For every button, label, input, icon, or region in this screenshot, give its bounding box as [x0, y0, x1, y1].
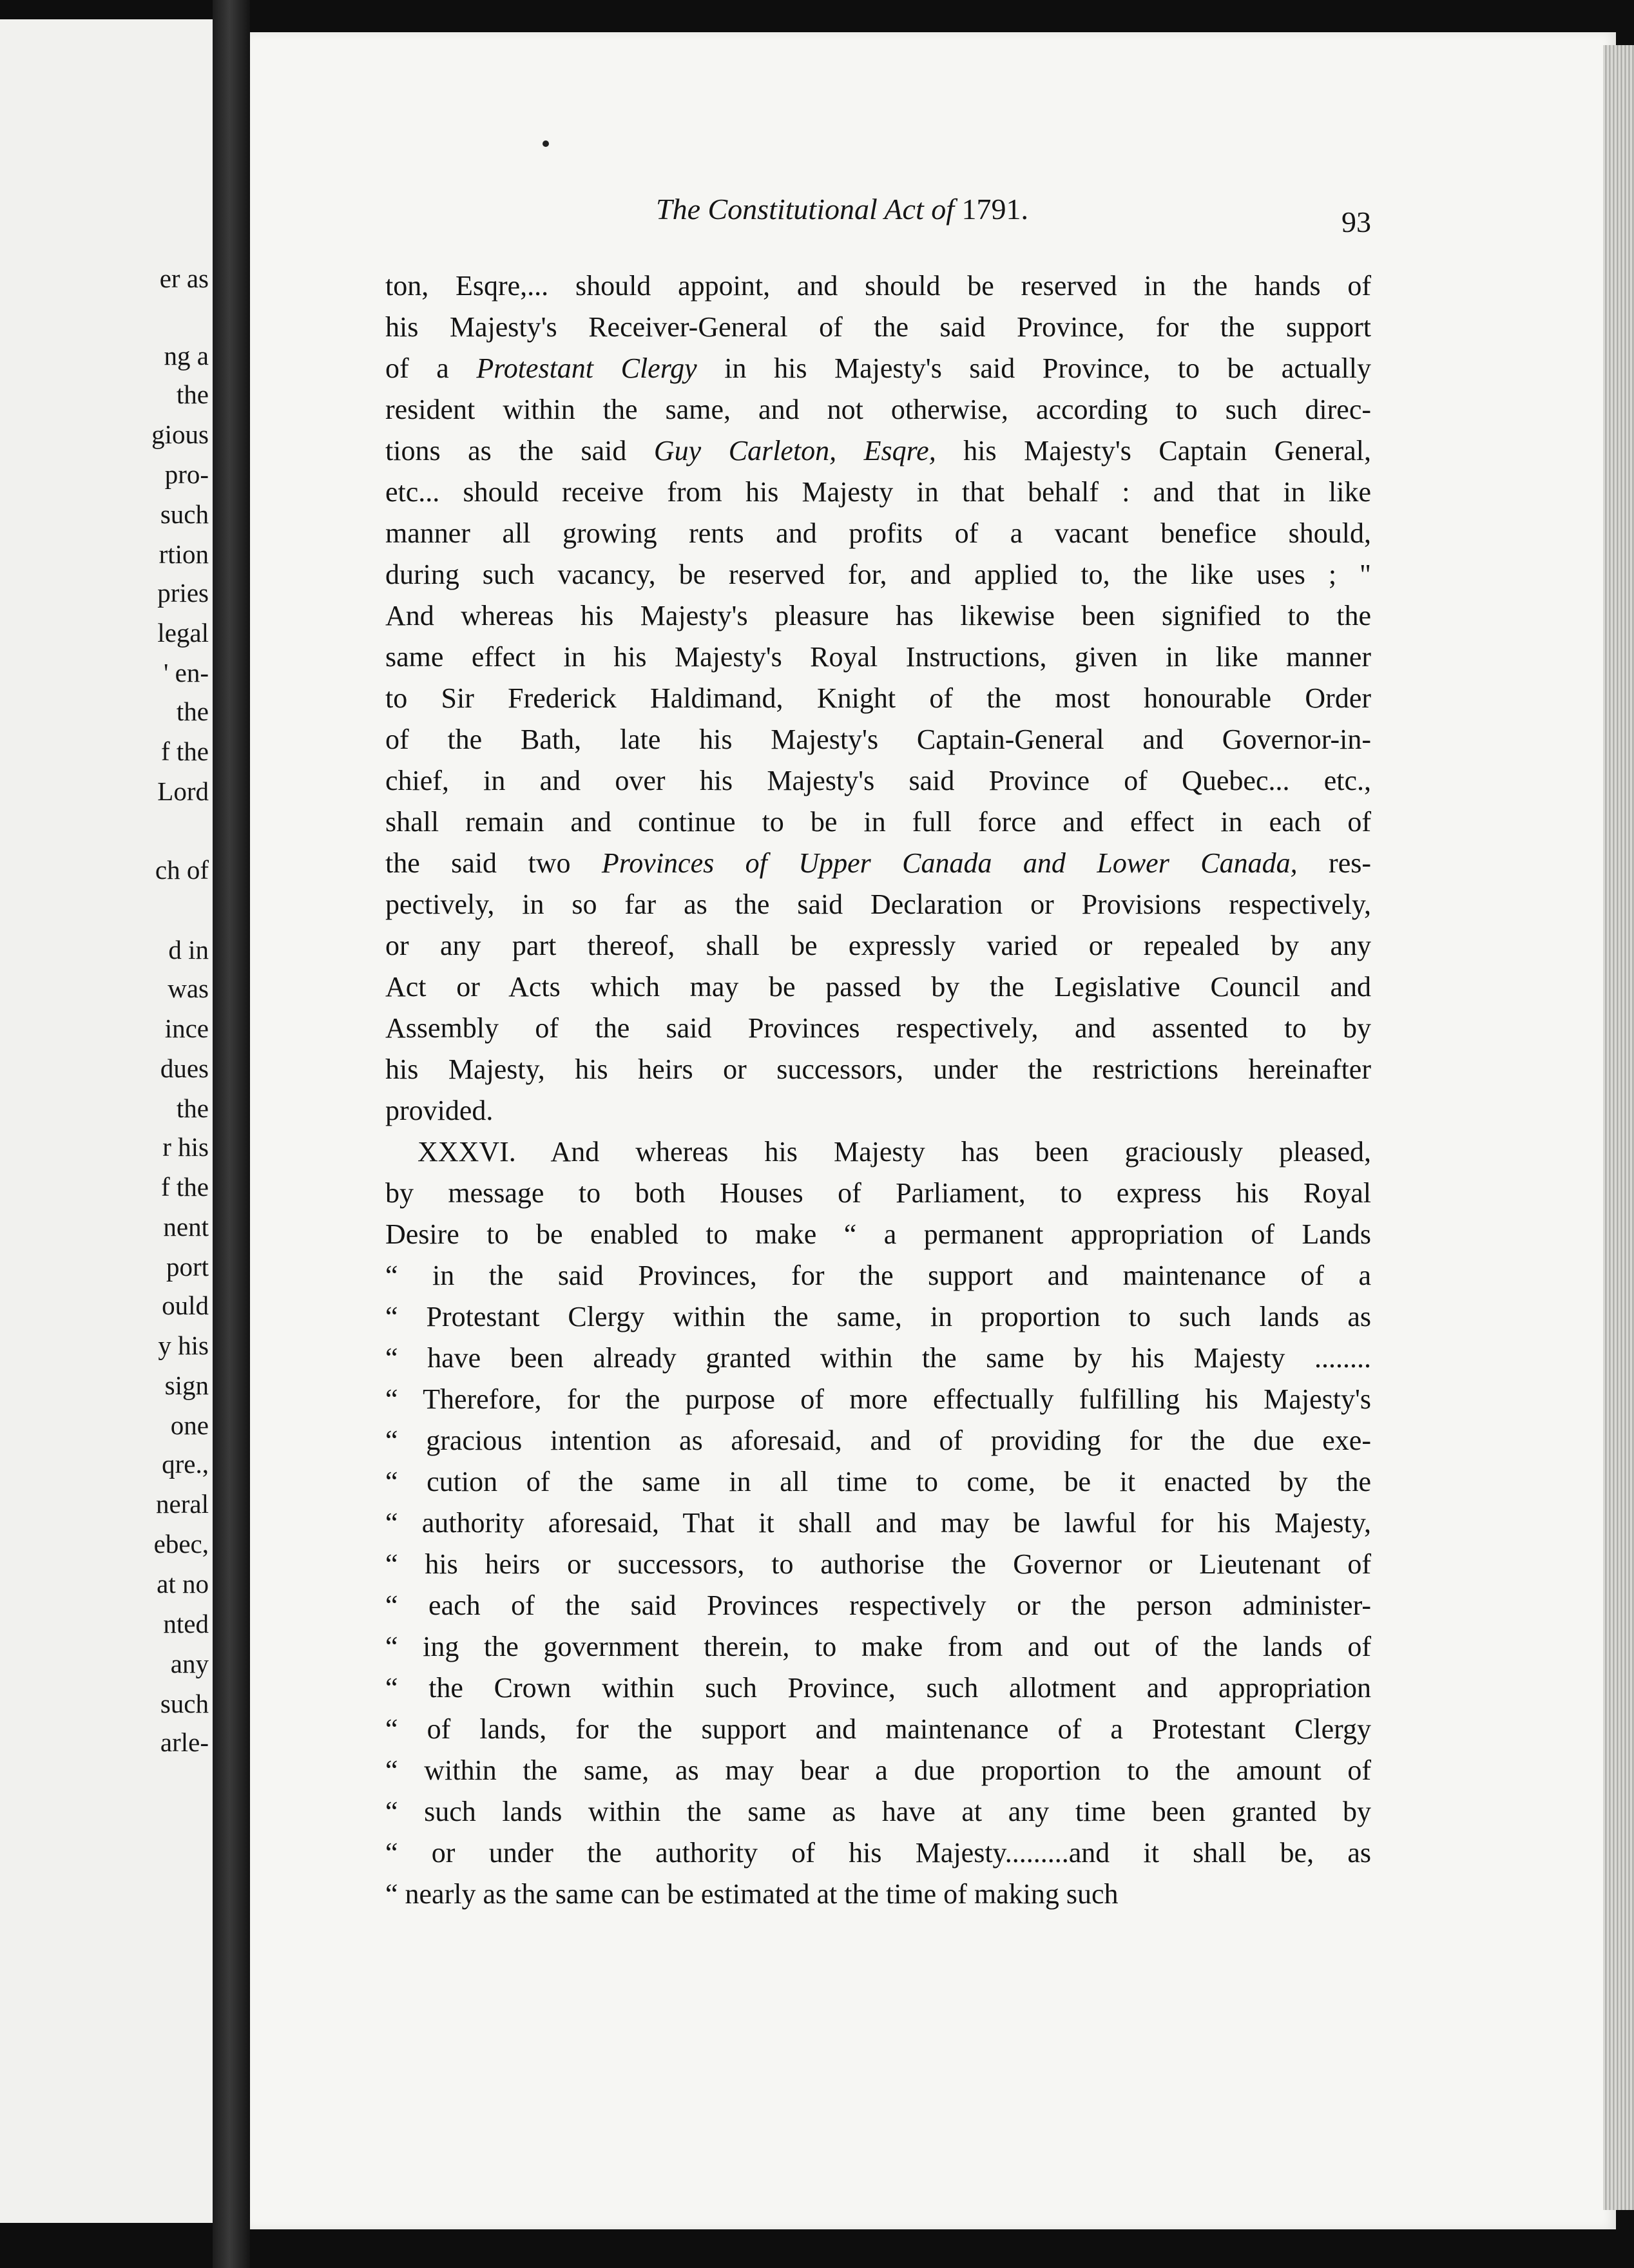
line-text: the said two — [385, 847, 602, 879]
text-line — [385, 472, 1371, 513]
line-text: “ Therefore, for the purpose of more effectually fulfilling his Majesty's — [385, 1383, 1371, 1415]
line-text: “ have been already granted within the same by his Majesty ........ — [385, 1342, 1371, 1374]
line-text: “ of lands, for the support and maintenance of a Protestant Clergy — [385, 1713, 1371, 1745]
left-page-fragment: the — [176, 1093, 209, 1123]
line-text: by message to both Houses of Parliament, to express his Royal — [385, 1177, 1371, 1209]
line-text: “ within the same, as may bear a due proportion to the amount of — [385, 1754, 1371, 1786]
text-line — [385, 678, 1371, 719]
line-text: etc... should receive from his Majesty in that behalf : and that in like — [385, 476, 1371, 508]
left-page-fragment: arle- — [160, 1727, 209, 1757]
left-page-fragment: pries — [157, 578, 209, 608]
line-text: same effect in his Majesty's Royal Instructions, given in like manner — [385, 641, 1371, 673]
line-text: ton, Esqre,... should appoint, and should be reserved in the hands of — [385, 270, 1371, 302]
text-line — [385, 1874, 1371, 1915]
text-line — [385, 1049, 1371, 1090]
line-text: shall remain and continue to be in full force and effect in each of — [385, 806, 1371, 838]
text-line — [385, 1461, 1371, 1503]
line-text: provided. — [385, 1095, 494, 1126]
line-text: And whereas his Majesty's pleasure has likewise been signified to the — [385, 600, 1371, 631]
text-line — [385, 1544, 1371, 1585]
line-text: of the Bath, late his Majesty's Captain-General and Governor-in- — [385, 724, 1371, 755]
text-line — [385, 1338, 1371, 1379]
left-page-fragment: ebec, — [153, 1529, 209, 1559]
left-page-fragment: legal — [157, 618, 209, 648]
text-line — [385, 430, 1371, 472]
line-text: during such vacancy, be reserved for, and applied to, the like uses ; " — [385, 559, 1371, 590]
line-text: Desire to be enabled to make “ a permanent appropriation of Lands — [385, 1218, 1371, 1250]
left-page-fragment: sign — [164, 1370, 209, 1400]
line-text: “ each of the said Provinces respectively or the person administer- — [385, 1590, 1371, 1621]
text-line — [385, 1420, 1371, 1461]
left-page-fragment: rtion — [159, 539, 209, 569]
text-line — [385, 1667, 1371, 1709]
line-text: “ gracious intention as aforesaid, and of providing for the due exe- — [385, 1425, 1371, 1456]
left-page-fragment: ' en- — [164, 658, 209, 687]
left-page-fragment: nent — [163, 1212, 209, 1242]
italic-phrase: Guy Carleton, Esqre, — [653, 435, 936, 466]
running-head — [656, 192, 1028, 226]
text-line — [385, 389, 1371, 430]
text-line — [385, 595, 1371, 637]
left-page-fragment: port — [166, 1252, 209, 1282]
line-text: “ ing the government therein, to make from and out of the lands of — [385, 1631, 1371, 1662]
line-text: his Majesty, his heirs or successors, under the restrictions hereinafter — [385, 1053, 1371, 1085]
left-page-fragment: ng a — [164, 341, 209, 370]
left-page-fragment: nted — [163, 1609, 209, 1639]
line-text: resident within the same, and not otherwise, according to such direc- — [385, 394, 1371, 425]
line-text: his Majesty's Receiver-General of the said Province, for the support — [385, 311, 1371, 343]
left-page-fragment: f the — [161, 1172, 209, 1202]
line-text: or any part thereof, shall be expressly varied or repealed by any — [385, 930, 1371, 961]
text-line — [385, 925, 1371, 966]
italic-phrase: Provinces of Upper Canada and Lower Canada, — [601, 847, 1298, 879]
left-page-fragment: the — [176, 697, 209, 726]
running-head-year: 1791. — [961, 193, 1029, 226]
line-text: tions as the said — [385, 435, 654, 466]
left-page-fragment: y his — [158, 1331, 209, 1360]
line-text: “ Protestant Clergy within the same, in proportion to such lands as — [385, 1301, 1371, 1332]
left-page-fragment: such — [160, 1689, 209, 1718]
line-text: “ or under the authority of his Majesty.........and it shall be, as — [385, 1837, 1371, 1869]
text-line — [385, 1214, 1371, 1255]
left-page-fragment: gious — [151, 419, 209, 449]
line-text: manner all growing rents and profits of a vacant benefice should, — [385, 517, 1371, 549]
line-text: “ his heirs or successors, to authorise the Governor or Lieutenant of — [385, 1548, 1371, 1580]
line-text: Act or Acts which may be passed by the Legislative Council and — [385, 971, 1371, 1003]
text-line — [385, 1296, 1371, 1338]
line-text: “ cution of the same in all time to come, be it enacted by the — [385, 1466, 1371, 1497]
text-line — [385, 884, 1371, 925]
left-page-fragment: ince — [164, 1014, 209, 1043]
left-page-fragment: neral — [156, 1489, 209, 1519]
text-line — [385, 1090, 1371, 1131]
left-page-fragment: the — [176, 380, 209, 409]
left-page-fragment: ould — [162, 1291, 209, 1320]
left-page-fragment: any — [170, 1649, 209, 1678]
line-text: in his Majesty's said Province, to be actually — [697, 352, 1371, 384]
italic-phrase: Protestant Clergy — [476, 352, 697, 384]
line-text: “ such lands within the same as have at any time been granted by — [385, 1796, 1371, 1827]
left-page-fragment: f the — [161, 736, 209, 766]
line-text: his Majesty's Captain General, — [936, 435, 1371, 466]
running-head-title: The Constitutional Act of — [656, 193, 955, 226]
line-text: XXXVI. And whereas his Majesty has been graciously pleased, — [418, 1136, 1371, 1168]
book-gutter — [213, 0, 250, 2268]
line-text: pectively, in so far as the said Declaration or Provisions respectively, — [385, 889, 1371, 920]
line-text: “ in the said Provinces, for the support and maintenance of a — [385, 1260, 1371, 1291]
text-line — [385, 1585, 1371, 1626]
text-line — [385, 719, 1371, 760]
left-page-fragment: Lord — [157, 776, 209, 806]
text-line — [385, 1131, 1371, 1173]
left-page-fragment: was — [168, 974, 209, 1003]
left-page-fragment: such — [160, 499, 209, 529]
ink-speck — [543, 140, 549, 147]
page-number: 93 — [1341, 206, 1371, 238]
left-page-fragment: pro- — [164, 459, 209, 489]
text-line — [385, 1255, 1371, 1296]
left-page-fragment: one — [170, 1410, 209, 1440]
text-line — [385, 307, 1371, 348]
text-line — [385, 265, 1371, 307]
line-text: of a — [385, 352, 477, 384]
line-text: “ the Crown within such Province, such allotment and appropriation — [385, 1672, 1371, 1704]
line-text: chief, in and over his Majesty's said Province of Quebec... etc., — [385, 765, 1371, 796]
left-facing-page — [0, 19, 213, 2223]
text-line — [385, 802, 1371, 843]
line-text: Assembly of the said Provinces respectively, and assented to by — [385, 1012, 1371, 1044]
text-line — [385, 1008, 1371, 1049]
text-line — [385, 760, 1371, 802]
left-page-fragment: er as — [159, 264, 209, 293]
left-page-fragment: qre., — [162, 1449, 209, 1479]
body-text — [385, 265, 1371, 1915]
left-page-fragment: ch of — [155, 855, 209, 885]
text-line — [385, 1626, 1371, 1667]
left-page-fragment: r his — [162, 1132, 209, 1162]
text-line — [385, 1832, 1371, 1874]
left-page-fragment: d in — [168, 935, 209, 965]
text-line — [385, 1750, 1371, 1791]
text-line — [385, 513, 1371, 554]
text-line — [385, 348, 1371, 389]
text-line — [385, 1173, 1371, 1214]
left-page-fragment: dues — [160, 1053, 209, 1083]
line-text: “ nearly as the same can be estimated at the time of making such — [385, 1878, 1119, 1910]
text-line — [385, 1379, 1371, 1420]
left-page-fragment: at no — [157, 1569, 209, 1599]
text-line — [385, 554, 1371, 595]
text-line — [385, 1503, 1371, 1544]
text-line — [385, 1791, 1371, 1832]
text-line — [385, 637, 1371, 678]
line-text: res- — [1297, 847, 1371, 879]
line-text: “ authority aforesaid, That it shall and may be lawful for his Majesty, — [385, 1507, 1371, 1539]
page-edges — [1603, 45, 1634, 2210]
text-line — [385, 843, 1371, 884]
line-text: to Sir Frederick Haldimand, Knight of the most honourable Order — [385, 682, 1371, 714]
text-line — [385, 1709, 1371, 1750]
text-line — [385, 966, 1371, 1008]
